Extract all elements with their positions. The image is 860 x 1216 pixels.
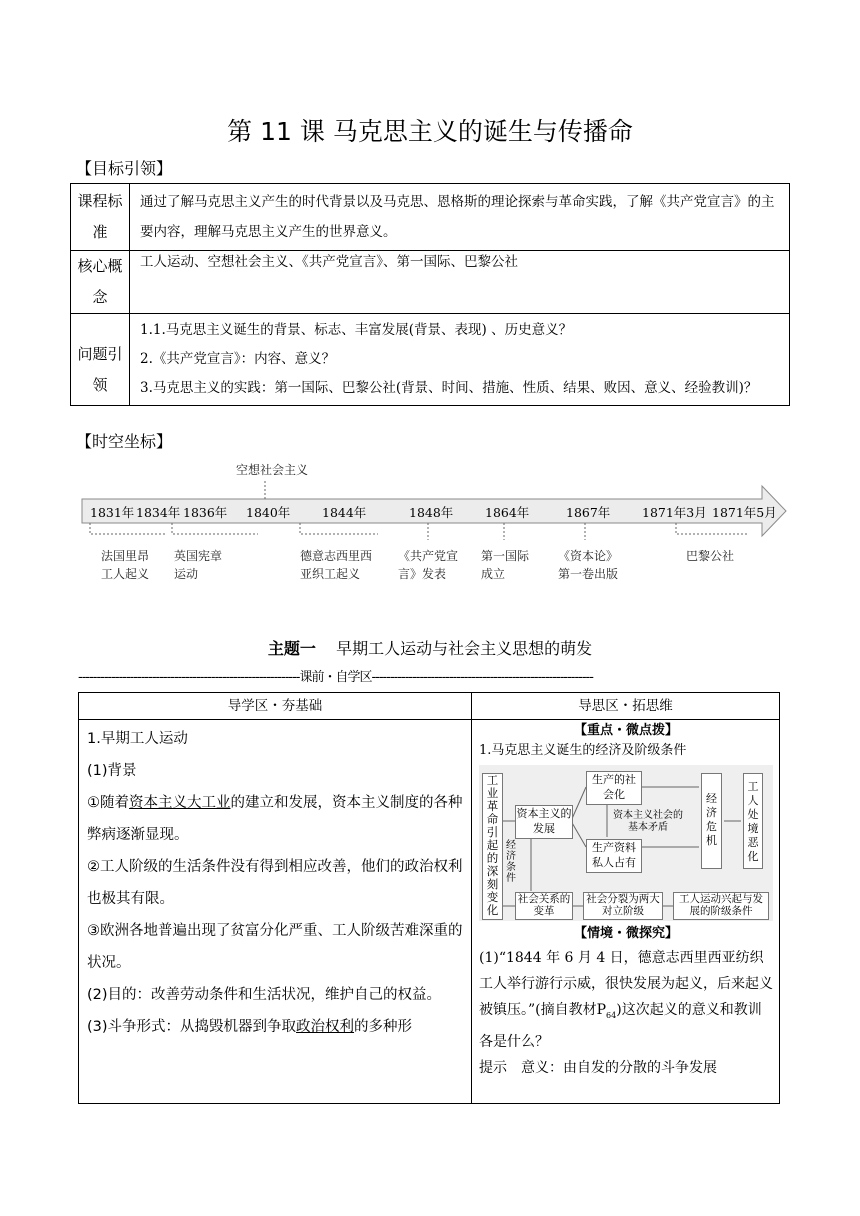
paragraph: (1)背景 [87, 763, 137, 779]
timeline-event: 《资本论》 第一卷出版 [558, 549, 619, 581]
divider: ------------------------------------------------------------课前・自学区------------------------------------------------------------ [78, 670, 593, 685]
scenario-hint: 提示 意义：由自发的分散的斗争发展 [479, 1059, 717, 1076]
timeline-year: 1834年 [136, 505, 181, 520]
timeline-year: 1848年 [409, 505, 454, 520]
row-head-questions: 问题引领 [71, 314, 130, 406]
label-basic-contradiction: 资本主义社会的基本矛盾 [613, 810, 683, 833]
theme-text: 早期工人运动与社会主义思想的萌发 [336, 639, 593, 658]
flow-diagram [479, 765, 773, 921]
timeline-year: 1867年 [566, 505, 611, 520]
paragraph: ③欧洲各地普遍出现了贫富分化严重、工人阶级苦难深重的状况。 [87, 923, 463, 971]
row-head-concept: 核心概念 [71, 251, 130, 314]
page-title: 第 11 课 马克思主义的诞生与传播命 [227, 117, 633, 146]
node-industrial-revolution: 工业革命引起的深刻变化 [482, 773, 503, 920]
timeline-event: 《共产党宣 言》发表 [398, 549, 459, 581]
paragraph: ②工人阶级的生活条件没有得到相应改善，他们的政治权利也极其有限。 [87, 859, 463, 907]
node-private-ownership: 生产资料私人占有 [586, 839, 642, 873]
timeline-year: 1840年 [246, 505, 291, 520]
column-divider [471, 693, 472, 1103]
paragraph: ①随着资本主义大工业的建立和发展，资本主义制度的各种弊病逐渐显现。 [87, 795, 463, 843]
timeline-top-label: 空想社会主义 [236, 463, 309, 477]
key-term: 资本主义大工业 [129, 795, 231, 811]
label-economic-condition: 经济条件 [506, 840, 516, 884]
paragraph: (2)目的：改善劳动条件和生活状况，维护自己的权益。 [87, 987, 442, 1003]
tag-key-point: 【重点・微点拨】 [573, 723, 678, 738]
timeline-year: 1871年3月 [642, 505, 707, 520]
node-class-condition: 工人运动兴起与发展的阶级条件 [673, 892, 769, 920]
timeline-year: 1864年 [485, 505, 530, 520]
row-content-concept: 工人运动、空想社会主义、《共产党宣言》、第一国际、巴黎公社 [130, 251, 790, 314]
divider-label: 课前・自学区 [299, 670, 372, 685]
study-left-content [87, 723, 465, 1043]
study-table [78, 692, 780, 1104]
timeline-year: 1831年 [90, 505, 135, 520]
theme-label: 主题一 [267, 639, 316, 658]
question-line: 2.《共产党宣言》：内容、意义？ [140, 351, 336, 367]
row-content-standard: 通过了解马克思主义产生的时代背景以及马克思、恩格斯的理论探索与革命实践，了解《共产党宣言》的主要内容，理解马克思主义产生的世界意义。 [130, 184, 790, 251]
section-heading-timeline: 【时空坐标】 [76, 432, 173, 451]
timeline-year: 1871年5月 [712, 505, 777, 520]
study-right-content [479, 721, 773, 1081]
key-term: 政治权利 [296, 1019, 355, 1035]
subheading: 1.早期工人运动 [87, 731, 188, 747]
timeline-year: 1844年 [322, 505, 367, 520]
tag-scenario: 【情境・微探究】 [573, 926, 678, 941]
timeline-event: 英国宪章 运动 [174, 549, 223, 581]
node-capitalism-development: 资本主义的发展 [515, 805, 573, 839]
row-head-standard: 课程标准 [71, 184, 130, 251]
node-economic-crisis: 经济危机 [701, 773, 722, 869]
timeline-event: 第一国际 成立 [481, 549, 530, 581]
node-social-relations: 社会关系的变革 [515, 892, 573, 920]
timeline-event: 法国里昂 工人起义 [101, 549, 150, 581]
subheading: 1.马克思主义诞生的经济及阶级条件 [479, 743, 687, 758]
timeline-year: 1836年 [183, 505, 228, 520]
timeline-event: 巴黎公社 [686, 549, 735, 563]
node-worker-conditions: 工人处境恶化 [743, 773, 763, 869]
timeline-event: 德意志西里西 亚织工起义 [300, 549, 373, 581]
node-two-classes: 社会分裂为两大对立阶级 [583, 892, 663, 920]
paragraph: (3)斗争形式：从捣毁机器到争取政治权利的多种形 [87, 1019, 413, 1035]
section-heading-goals: 【目标引领】 [76, 159, 173, 178]
node-socialized-production: 生产的社会化 [586, 771, 642, 805]
question-line: 1.1.马克思主义诞生的背景、标志、丰富发展(背景、表现) 、历史意义？ [140, 322, 573, 338]
question-line: 3.马克思主义的实践：第一国际、巴黎公社(背景、时间、措施、性质、结果、败因、意义、经验教训)？ [140, 380, 758, 396]
right-column-header: 导思区・拓思维 [472, 693, 779, 720]
theme-heading [0, 636, 860, 659]
scenario-question: (1)“1844 年 6 月 4 日，德意志西里西亚纺织工人举行游行示威，很快发展为起义，后来起义被镇压。”(摘自教材$P_{64}$)这次起义的意义和教训各是什么？ [479, 950, 773, 1050]
left-column-header: 导学区・夯基础 [79, 693, 471, 720]
